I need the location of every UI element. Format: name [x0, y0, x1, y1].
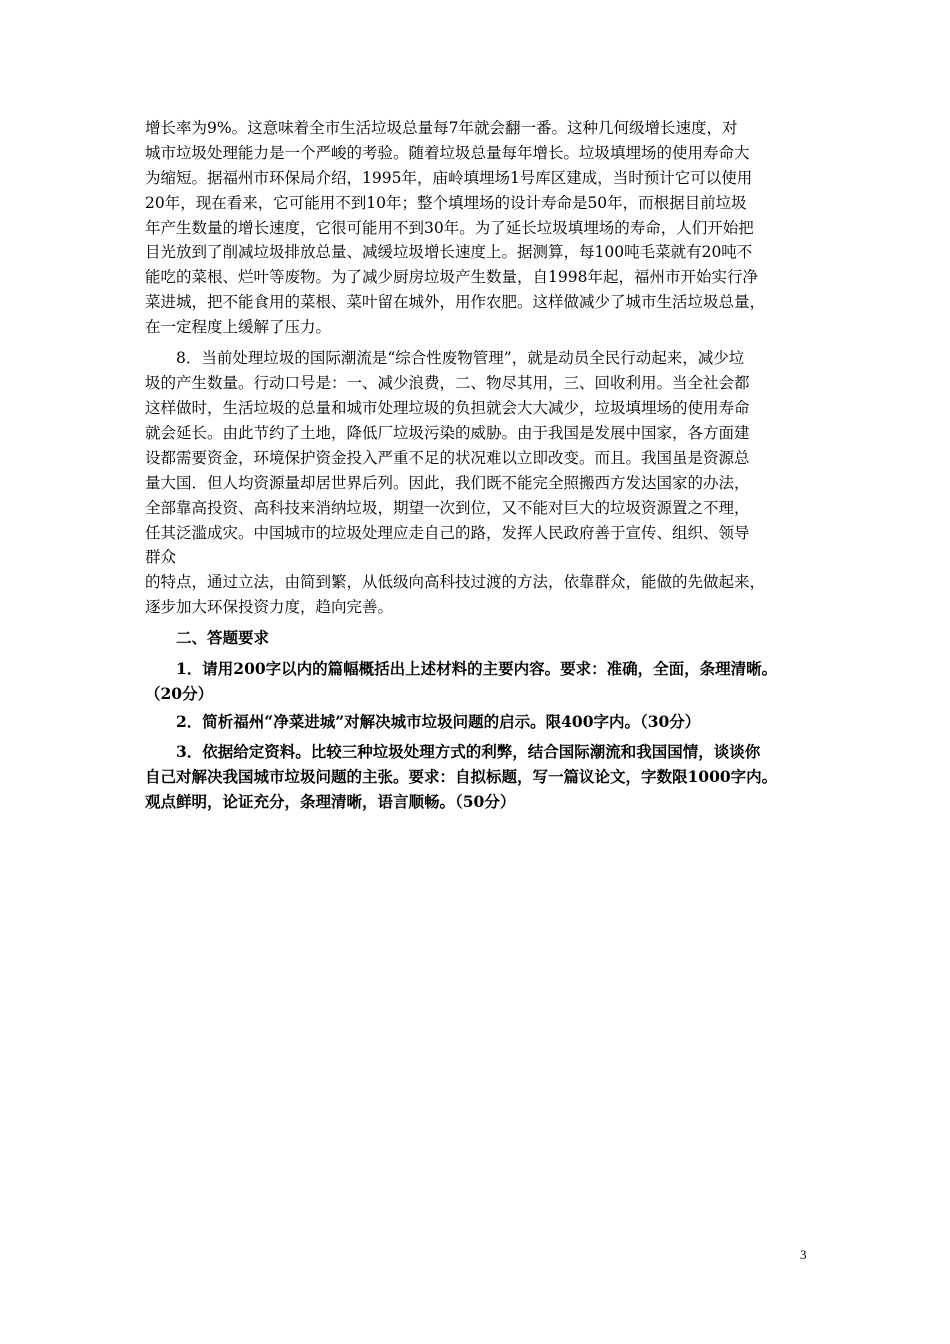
text-line: 设都需要资金，环境保护资金投入严重不足的状况难以立即改变。而且。我国虽是资源总 [145, 449, 750, 467]
text-line: 圾的产生数量。行动口号是：一、减少浪费，二、物尽其用，三、回收利用。当全社会都 [145, 374, 750, 392]
text-line: 这样做时，生活垃圾的总量和城市处理垃圾的负担就会大大减少，垃圾填埋场的使用寿命 [145, 399, 750, 417]
text-line: 群众 [145, 548, 177, 566]
question-1-score: （20分） [145, 684, 214, 703]
text-line: 目光放到了削减垃圾排放总量、减缓垃圾增长速度上。据测算，每100吨毛菜就有20吨不 [145, 243, 753, 261]
text-line: 菜进城，把不能食用的菜根、菜叶留在城外，用作农肥。这样做减少了城市生活垃圾总量， [145, 293, 766, 311]
question-3-cont: 自己对解决我国城市垃圾问题的主张。要求：自拟标题，写一篇议论文，字数限1000字内。 [145, 767, 778, 786]
text-line: 增长率为9%。这意味着全市生活垃圾总量每7年就会翻一番。这种几何级增长速度，对 [145, 119, 738, 137]
text-line: 8．当前处理垃圾的国际潮流是“综合性废物管理”，就是动员全民行动起来，减少垃 [176, 349, 745, 367]
text-line: 的特点，通过立法，由简到繁，从低级向高科技过渡的方法，依靠群众，能做的先做起来， [145, 573, 766, 591]
text-line: 量大国．但人均资源量却居世界后列。因此，我们既不能完全照搬西方发达国家的办法， [145, 474, 750, 492]
text-line: 在一定程度上缓解了压力。 [145, 318, 332, 336]
question-1: 1．请用200字以内的篇幅概括出上述材料的主要内容。要求：准确，全面，条理清晰。 [176, 659, 778, 678]
text-line: 全部靠高投资、高科技来消纳垃圾，期望一次到位，又不能对巨大的垃圾资源置之不理， [145, 499, 750, 517]
page-number: 3 [800, 1247, 807, 1262]
text-line: 为缩短。据福州市环保局介绍，1995年，庙岭填埋场1号库区建成，当时预计它可以使用 [145, 169, 753, 187]
text-line: 年产生数量的增长速度，它很可能用不到30年。为了延长垃圾填埋场的寿命，人们开始把 [145, 219, 754, 237]
section-heading: 二、答题要求 [176, 628, 270, 647]
text-line: 任其泛滥成灾。中国城市的垃圾处理应走自己的路，发挥人民政府善于宣传、组织、领导 [145, 524, 750, 542]
question-2: 2．简析福州“净菜进城”对解决城市垃圾问题的启示。限400字内。（30分） [176, 712, 701, 731]
text-line: 20年，现在看来，它可能用不到10年；整个填埋场的设计寿命是50年，而根据目前垃圾 [145, 194, 747, 212]
text-line: 就会延长。由此节约了土地，降低厂垃圾污染的威胁。由于我国是发展中国家，各方面建 [145, 424, 750, 442]
text-line: 城市垃圾处理能力是一个严峻的考验。随着垃圾总量每年增长。垃圾填埋场的使用寿命大 [145, 144, 750, 162]
question-3: 3．依据给定资料。比较三种垃圾处理方式的利弊，结合国际潮流和我国国情，谈谈你 [176, 742, 761, 761]
text-line: 逐步加大环保投资力度，趋向完善。 [145, 598, 394, 616]
question-3-cont: 观点鲜明，论证充分，条理清晰，语言顺畅。（50分） [145, 792, 516, 811]
text-line: 能吃的菜根、烂叶等废物。为了减少厨房垃圾产生数量，自1998年起，福州市开始实行净 [145, 268, 758, 286]
